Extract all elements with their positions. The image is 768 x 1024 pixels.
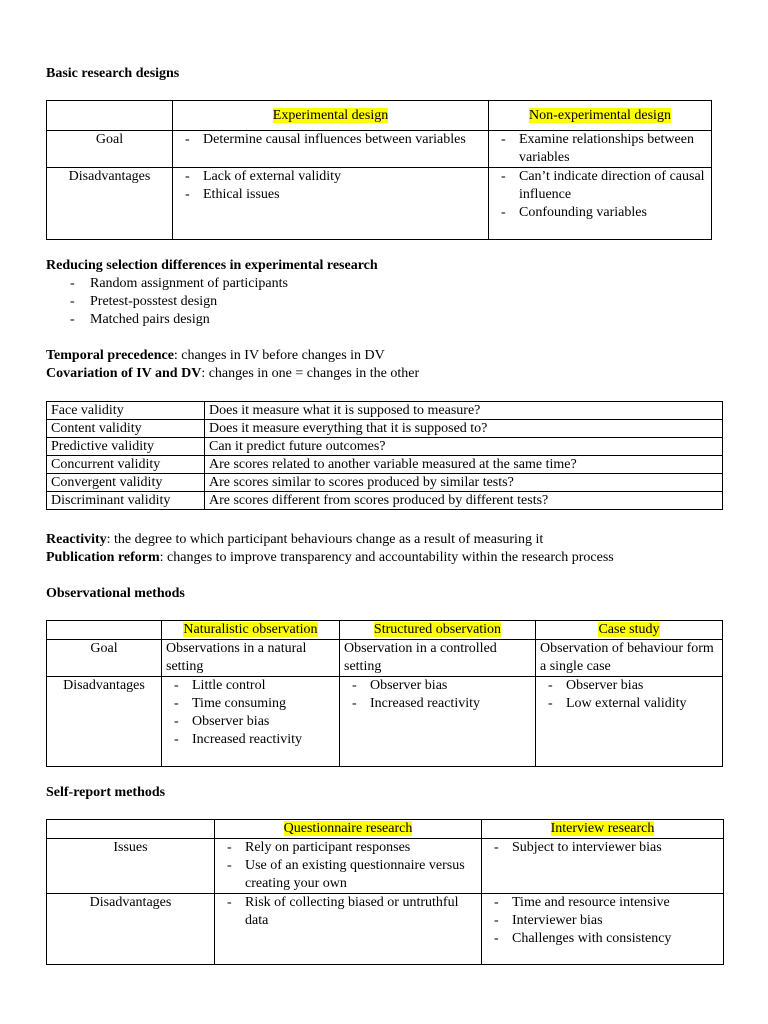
disadv-nonexperimental-list xyxy=(493,168,707,222)
list-item: - Ethical issues xyxy=(177,186,484,204)
naturalistic-disadvantages-list xyxy=(166,677,335,749)
list-item: - Can’t indicate direction of causal influence xyxy=(493,168,707,204)
table-row xyxy=(47,492,723,510)
term: Publication reform xyxy=(46,550,160,565)
validity-type: Convergent validity xyxy=(47,474,205,492)
table-row xyxy=(47,456,723,474)
publication-reform-definition xyxy=(46,549,614,567)
validity-type: Content validity xyxy=(47,420,205,438)
temporal-precedence-definition xyxy=(46,347,385,365)
questionnaire-disadvantages-list xyxy=(219,894,477,930)
nonexperimental-design-header: Non-experimental design xyxy=(529,107,671,123)
interview-disadvantages-list xyxy=(486,894,719,948)
list-item: - Little control xyxy=(166,677,335,695)
disadvantages-label: Disadvantages xyxy=(47,677,162,767)
structured-observation-header: Structured observation xyxy=(373,622,502,637)
term: Covariation of IV and DV xyxy=(46,366,202,381)
list-item: - Risk of collecting biased or untruthful data xyxy=(219,894,477,930)
observational-methods-table xyxy=(46,620,723,767)
term: Reactivity xyxy=(46,532,107,547)
validity-type: Predictive validity xyxy=(47,438,205,456)
naturalistic-observation-header: Naturalistic observation xyxy=(183,622,318,637)
disadvantages-label: Disadvantages xyxy=(47,894,215,965)
disadvantages-label: Disadvantages xyxy=(47,168,173,240)
goal-experimental-list xyxy=(177,131,484,149)
list-item: - Rely on participant responses xyxy=(219,839,477,857)
definition: : the degree to which participant behaviours change as a result of measuring it xyxy=(106,532,544,547)
naturalistic-goal: Observations in a natural setting xyxy=(162,640,340,677)
definition: : changes to improve transparency and accountability within the research process xyxy=(159,550,614,565)
experimental-design-header: Experimental design xyxy=(272,107,389,123)
list-item: - Matched pairs design xyxy=(46,311,646,329)
goal-label: Goal xyxy=(47,131,173,168)
list-item: - Pretest-posstest design xyxy=(46,293,646,311)
list-item: - Increased reactivity xyxy=(166,731,335,749)
list-item: - Interviewer bias xyxy=(486,912,719,930)
self-report-methods-table xyxy=(46,819,724,965)
goal-nonexperimental-list xyxy=(493,131,707,167)
basic-designs-heading: Basic research designs xyxy=(46,66,180,81)
self-report-methods-heading: Self-report methods xyxy=(46,785,166,800)
list-item: - Time and resource intensive xyxy=(486,894,719,912)
disadv-experimental-list xyxy=(177,168,484,204)
list-item: - Observer bias xyxy=(344,677,531,695)
list-item: - Lack of external validity xyxy=(177,168,484,186)
reactivity-definition xyxy=(46,531,543,549)
table-row xyxy=(47,402,723,420)
goal-label: Goal xyxy=(47,640,162,677)
list-item: - Low external validity xyxy=(540,695,718,713)
list-item: - Observer bias xyxy=(540,677,718,695)
structured-goal: Observation in a controlled setting xyxy=(340,640,536,677)
list-item: - Time consuming xyxy=(166,695,335,713)
covariation-definition xyxy=(46,365,419,383)
case-study-goal: Observation of behaviour form a single case xyxy=(536,640,723,677)
validity-type: Face validity xyxy=(47,402,205,420)
validity-description: Does it measure what it is supposed to measure? xyxy=(205,402,723,420)
validity-type: Discriminant validity xyxy=(47,492,205,510)
validity-description: Are scores similar to scores produced by similar tests? xyxy=(205,474,723,492)
list-item: - Use of an existing questionnaire versus creating your own xyxy=(219,857,477,893)
list-item: - Observer bias xyxy=(166,713,335,731)
validity-description: Can it predict future outcomes? xyxy=(205,438,723,456)
table-row xyxy=(47,474,723,492)
list-item: - Random assignment of participants xyxy=(46,275,646,293)
validity-description: Does it measure everything that it is supposed to? xyxy=(205,420,723,438)
interview-issues-list xyxy=(486,839,719,857)
issues-label: Issues xyxy=(47,839,215,894)
structured-disadvantages-list xyxy=(344,677,531,713)
list-item: - Challenges with consistency xyxy=(486,930,719,948)
case-study-header: Case study xyxy=(598,622,660,637)
validity-table xyxy=(46,401,723,510)
case-study-disadvantages-list xyxy=(540,677,718,713)
validity-description: Are scores different from scores produced by different tests? xyxy=(205,492,723,510)
definition: : changes in one = changes in the other xyxy=(201,366,420,381)
table-row xyxy=(47,438,723,456)
observational-methods-heading: Observational methods xyxy=(46,586,185,601)
selection-heading: Reducing selection differences in experimental research xyxy=(46,258,378,273)
questionnaire-research-header: Questionnaire research xyxy=(283,821,413,836)
list-item: - Determine causal influences between variables xyxy=(177,131,484,149)
definition: : changes in IV before changes in DV xyxy=(173,348,385,363)
term: Temporal precedence xyxy=(46,348,174,363)
list-item: - Examine relationships between variables xyxy=(493,131,707,167)
table-row xyxy=(47,420,723,438)
list-item: - Subject to interviewer bias xyxy=(486,839,719,857)
list-item: - Increased reactivity xyxy=(344,695,531,713)
validity-description: Are scores related to another variable measured at the same time? xyxy=(205,456,723,474)
selection-list xyxy=(46,275,646,329)
validity-type: Concurrent validity xyxy=(47,456,205,474)
list-item: - Confounding variables xyxy=(493,204,707,222)
basic-designs-table xyxy=(46,100,712,240)
interview-research-header: Interview research xyxy=(550,821,655,836)
questionnaire-issues-list xyxy=(219,839,477,893)
